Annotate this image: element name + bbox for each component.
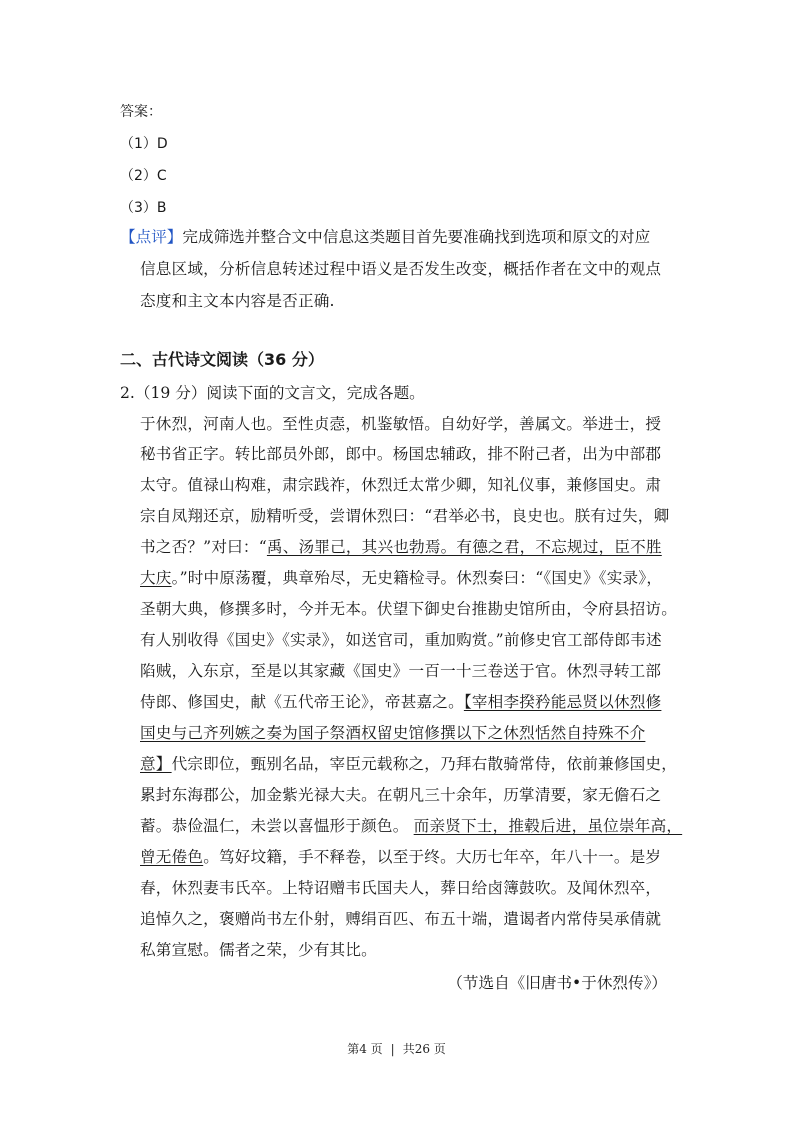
comment-line-2: 信息区域，分析信息转述过程中语义是否发生改变，概括作者在文中的观点 (140, 260, 662, 278)
passage-line: 有人别收得《国史》《实录》，如送官司，重加购赏。”前修史官工部侍郎韦述 (140, 631, 662, 649)
comment-tag: 【点评】 (120, 228, 183, 246)
passage-text: 蓄。恭俭温仁，未尝以喜愠形于颜色。 (140, 817, 414, 835)
passage-line (140, 568, 662, 588)
passage-line: 圣朝大典，修撰多时，今并无本。伏望下御史台推勘史馆所由，令府县招访。 (140, 600, 677, 618)
page-total: 共26 页 (402, 1042, 446, 1056)
passage-line (140, 754, 677, 774)
passage-line (140, 692, 661, 712)
passage-line: 陷贼，入东京，至是以其家藏《国史》一百一十三卷送于官。休烈寻转工部 (140, 662, 662, 680)
underlined-sentence-1: 禹、汤罪己，其兴也勃焉。有德之君，不忘规过，臣不胜 (266, 538, 662, 556)
passage-line: 秘书省正字。转比部员外郎，郎中。杨国忠辅政，排不附己者，出为中部郡 (140, 445, 662, 463)
passage-line (140, 816, 682, 836)
passage-line: 太守。值禄山构难，肃宗践祚，休烈迁太常少卿，知礼仪事，兼修国史。肃 (140, 476, 662, 494)
answer-item-2: （2）C (120, 168, 167, 184)
passage-text: 。”时中原荡覆，典章殆尽，无史籍检寻。休烈奏曰：“《国史》《实录》， (171, 569, 663, 587)
passage-text: 侍郎、修国史，献《五代帝王论》，帝甚嘉之。 (140, 693, 464, 711)
comment-line-1 (120, 227, 650, 247)
answer-header: 答案： (120, 104, 162, 120)
footer-separator: | (390, 1042, 395, 1056)
passage-line: 追悼久之，褒赠尚书左仆射，赙绢百匹、布五十端，遣谒者内常侍吴承倩就 (140, 910, 662, 928)
question-stem: 2.（19 分）阅读下面的文言文，完成各题。 (120, 384, 425, 402)
passage-line: 累封东海郡公，加金紫光禄大夫。在朝凡三十余年，历掌清要，家无儋石之 (140, 786, 662, 804)
answer-item-3: （3）B (120, 200, 167, 216)
passage-line: 宗自凤翔还京，励精听受，尝谓休烈曰：“君举必书，良史也。朕有过失，卿 (140, 507, 670, 525)
passage-line: 私第宣慰。儒者之荣，少有其比。 (140, 941, 377, 959)
passage-source: （节选自《旧唐书•于休烈传》） (447, 974, 667, 992)
bracketed-sentence-start: 【宰相李揆矜能忌贤以休烈修 (463, 693, 662, 711)
passage-line (140, 847, 661, 867)
bracketed-sentence-end: 意】 (140, 755, 172, 773)
passage-line: 春，休烈妻韦氏卒。上特诏赠韦氏国夫人，葬日给卤簿鼓吹。及闻休烈卒， (140, 879, 662, 897)
bracketed-sentence-middle: 国史与己齐列嫉之奏为国子祭酒权留史馆修撰以下之休烈恬然自持殊不介 (140, 724, 646, 742)
comment-line-3: 态度和主文本内容是否正确. (140, 292, 335, 310)
underlined-sentence-2-end: 曾无倦色 (140, 848, 204, 866)
page-number: 第4 页 (347, 1042, 383, 1056)
passage-text: 。笃好坟籍，手不释卷，以至于终。大历七年卒，年八十一。是岁 (203, 848, 662, 866)
passage-line (140, 537, 662, 557)
section-heading: 二、古代诗文阅读（36 分） (120, 350, 324, 369)
answer-item-1: （1）D (120, 136, 168, 152)
page-footer (0, 1040, 793, 1057)
passage-line: 于休烈，河南人也。至性贞悫，机鉴敏悟。自幼好学，善属文。举进士，授 (140, 415, 662, 433)
passage-text: 书之否？”对曰：“ (140, 538, 267, 556)
comment-text-1: 完成筛选并整合文中信息这类题目首先要准确找到选项和原文的对应 (182, 228, 651, 246)
passage-text: 代宗即位，甄别名品，宰臣元载称之，乃拜右散骑常侍，依前兼修国史， (171, 755, 677, 773)
underlined-sentence-2: 而亲贤下士，推毂后进，虽位崇年高， (413, 817, 683, 835)
underlined-sentence-1-end: 大庆 (140, 569, 172, 587)
